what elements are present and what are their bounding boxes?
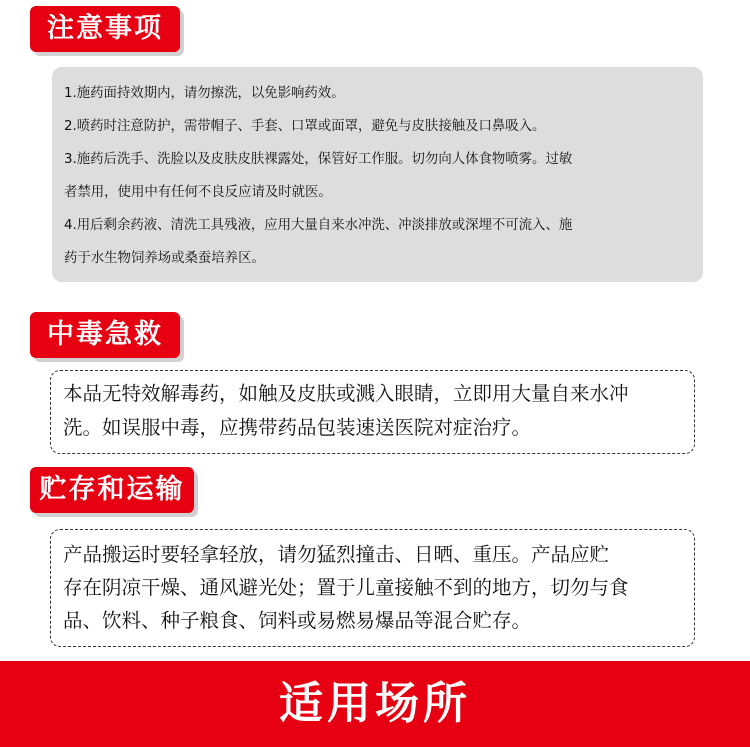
precautions-line: 2.喷药时注意防护，需带帽子、手套、口罩或面罩，避免与皮肤接触及口鼻吸入。	[64, 119, 546, 134]
applicable-places-title: 适用场所	[279, 678, 471, 729]
first-aid-panel	[50, 370, 695, 454]
storage-line: 品、饮料、种子粮食、饲料或易燃易爆品等混合贮存。	[63, 609, 532, 632]
precautions-line: 3.施药后洗手、洗脸以及皮肤皮肤裸露处，保管好工作服。切勿向人体食物喷雾。过敏	[64, 152, 573, 167]
precautions-line: 药于水生物饲养场或桑蚕培养区。	[64, 251, 265, 266]
storage-heading: 贮存和运输	[30, 467, 194, 513]
precautions-heading: 注意事项	[30, 6, 180, 52]
precautions-line: 1.施药面持效期内，请勿擦洗，以免影响药效。	[64, 86, 345, 101]
storage-panel	[50, 529, 695, 647]
storage-line: 存在阴凉干燥、通风避光处；置于儿童接触不到的地方，切勿与食	[63, 576, 629, 599]
first-aid-line: 洗。如误服中毒，应携带药品包装速送医院对症治疗。	[63, 416, 532, 439]
first-aid-heading: 中毒急救	[30, 312, 180, 358]
precautions-line: 4.用后剩余药液、清洗工具残液，应用大量自来水冲洗、冲淡排放或深埋不可流入、施	[64, 218, 573, 233]
precautions-panel	[52, 67, 703, 282]
applicable-places-banner	[0, 661, 750, 747]
storage-line: 产品搬运时要轻拿轻放，请勿猛烈撞击、日晒、重压。产品应贮	[63, 543, 610, 566]
precautions-line: 者禁用，使用中有任何不良反应请及时就医。	[64, 185, 332, 200]
first-aid-line: 本品无特效解毒药，如触及皮肤或溅入眼睛，立即用大量自来水冲	[63, 382, 629, 405]
